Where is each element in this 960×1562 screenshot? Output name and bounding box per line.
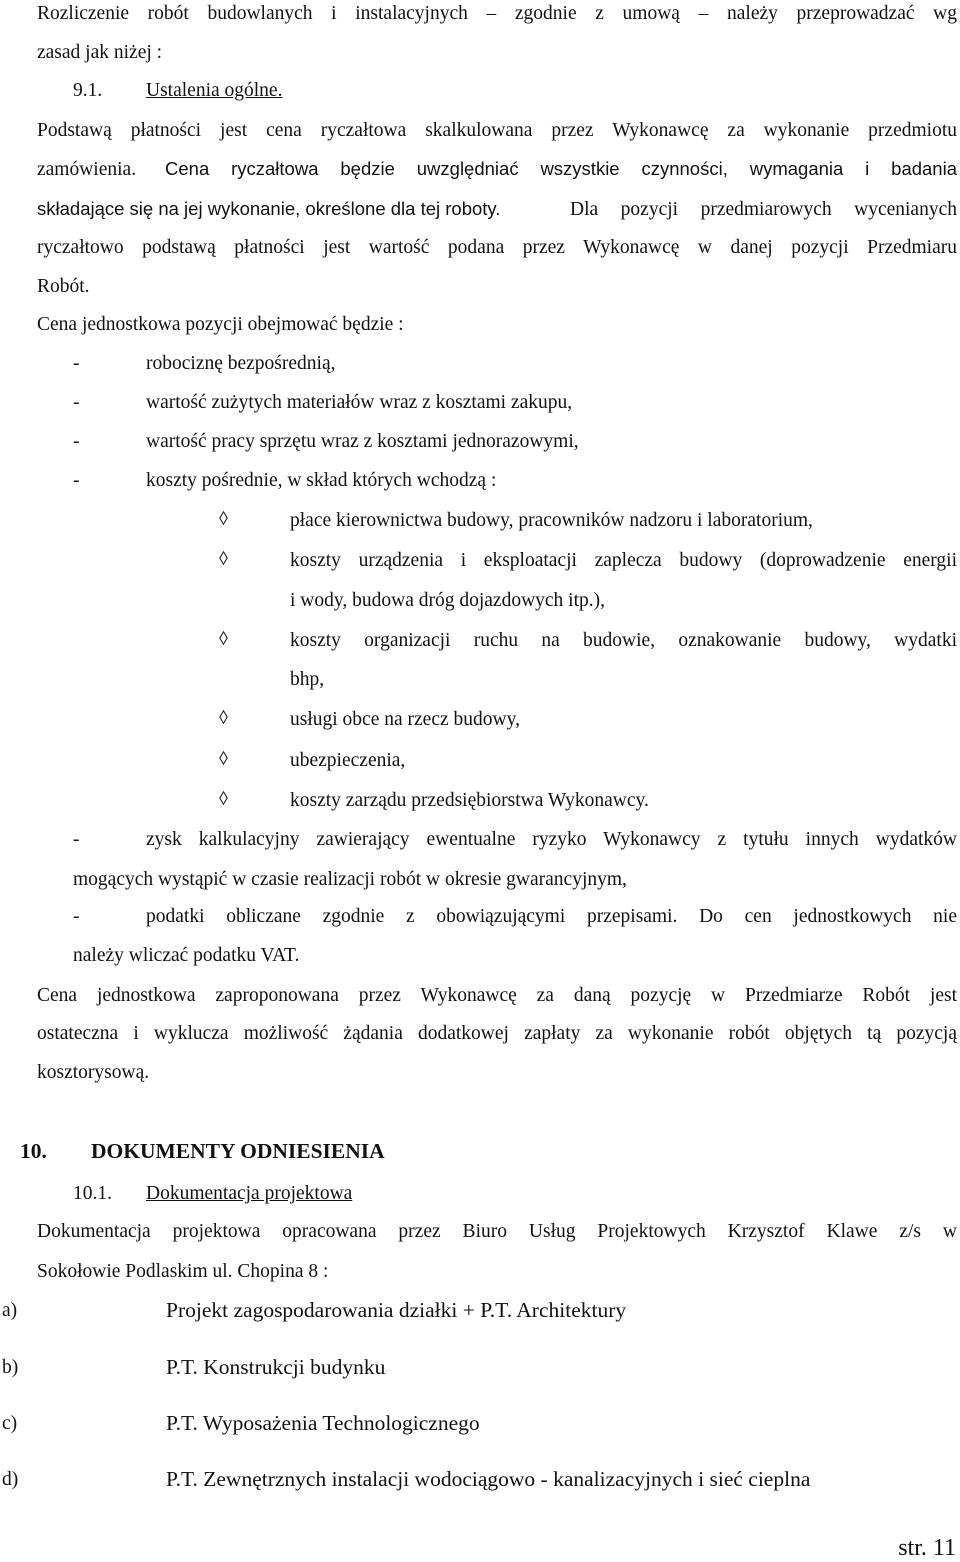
page-number: str. 11 bbox=[898, 1535, 956, 1561]
dash-marker: - bbox=[73, 470, 80, 491]
doc-list-item: P.T. Konstrukcji budynku bbox=[166, 1355, 386, 1379]
sublist-item: koszty urządzenia i eksploatacji zaplecza budowy (doprowadzenie energii bbox=[290, 550, 957, 571]
diamond-bullet-icon bbox=[219, 551, 228, 565]
intro-line-1: Rozliczenie robót budowlanych i instalacyjnych – zgodnie z umową – należy przeprowadzać wg bbox=[37, 3, 957, 24]
sublist-item-continued: bhp, bbox=[290, 669, 325, 690]
dash-marker: - bbox=[73, 392, 80, 413]
doc-list-letter: d) bbox=[2, 1469, 19, 1490]
sublist-item: płace kierownictwa budowy, pracowników nadzoru i laboratorium, bbox=[290, 510, 813, 531]
p1-line-2a: zamówienia. bbox=[37, 159, 137, 180]
dash-marker: - bbox=[73, 906, 80, 927]
list-item: wartość zużytych materiałów wraz z kosztami zakupu, bbox=[146, 392, 573, 413]
list-item: zysk kalkulacyjny zawierający ewentualne ryzyko Wykonawcy z tytułu innych wydatków bbox=[146, 829, 957, 850]
section-10-1-number: 10.1. bbox=[73, 1183, 112, 1204]
list-item: podatki obliczane zgodnie z obowiązującymi przepisami. Do cen jednostkowych nie bbox=[146, 906, 957, 927]
diamond-bullet-icon bbox=[219, 710, 228, 724]
sublist-item: koszty zarządu przedsiębiorstwa Wykonawcy. bbox=[290, 790, 649, 811]
intro-line-2: zasad jak niżej : bbox=[37, 42, 163, 63]
p1-line-3b: Dla pozycji przedmiarowych wycenianych bbox=[570, 199, 957, 220]
diamond-bullet-icon bbox=[219, 511, 228, 525]
sublist-item: ubezpieczenia, bbox=[290, 750, 406, 771]
doc-list-item: Projekt zagospodarowania działki + P.T. Architektury bbox=[166, 1298, 627, 1322]
list-item: wartość pracy sprzętu wraz z kosztami jednorazowymi, bbox=[146, 431, 579, 452]
p3-line-1: Cena jednostkowa zaproponowana przez Wykonawcę za daną pozycję w Przedmiarze Robót jest bbox=[37, 985, 957, 1006]
diamond-bullet-icon bbox=[219, 631, 228, 645]
sublist-item: koszty organizacji ruchu na budowie, oznakowanie budowy, wydatki bbox=[290, 630, 957, 651]
section-9-1-title: Ustalenia ogólne. bbox=[146, 80, 283, 101]
p1-line-4: ryczałtowo podstawą płatności jest wartość podana przez Wykonawcę w danej pozycji Przedmiaru bbox=[37, 237, 957, 258]
p1-line-3a: składające się na jej wykonanie, określone dla tej roboty. bbox=[37, 198, 501, 219]
doc-list-item: P.T. Zewnętrznych instalacji wodociągowo - kanalizacyjnych i sieć cieplna bbox=[166, 1467, 811, 1491]
doc-list-letter: b) bbox=[2, 1357, 19, 1378]
section-10-number: 10. bbox=[20, 1139, 47, 1163]
list-item: robociznę bezpośrednią, bbox=[146, 353, 336, 374]
section-10-heading: DOKUMENTY ODNIESIENIA bbox=[91, 1139, 385, 1163]
section-9-1-number: 9.1. bbox=[73, 80, 103, 101]
p1-line-1: Podstawą płatności jest cena ryczałtowa skalkulowana przez Wykonawcę za wykonanie przedmiotu bbox=[37, 120, 957, 141]
p3-line-2: ostateczna i wyklucza możliwość żądania dodatkowej zapłaty za wykonanie robót objętych tą pozycją bbox=[37, 1023, 957, 1044]
doc-list-letter: c) bbox=[2, 1413, 18, 1434]
list-item-continued: należy wliczać podatku VAT. bbox=[73, 945, 300, 966]
p4-line-1: Dokumentacja projektowa opracowana przez Biuro Usług Projektowych Krzysztof Klawe z/s w bbox=[37, 1221, 957, 1242]
list-item-continued: mogących wystąpić w czasie realizacji robót w okresie gwarancyjnym, bbox=[73, 869, 627, 890]
p2-line-1: Cena jednostkowa pozycji obejmować będzie : bbox=[37, 314, 404, 335]
dash-marker: - bbox=[73, 829, 80, 850]
sublist-item-continued: i wody, budowa dróg dojazdowych itp.), bbox=[290, 590, 606, 611]
diamond-bullet-icon bbox=[219, 791, 228, 805]
list-item: koszty pośrednie, w skład których wchodzą : bbox=[146, 470, 497, 491]
p1-line-5: Robót. bbox=[37, 276, 90, 297]
p3-line-3: kosztorysową. bbox=[37, 1062, 150, 1083]
section-10-1-title: Dokumentacja projektowa bbox=[146, 1183, 353, 1204]
dash-marker: - bbox=[73, 431, 80, 452]
doc-list-item: P.T. Wyposażenia Technologicznego bbox=[166, 1411, 480, 1435]
doc-list-letter: a) bbox=[2, 1300, 18, 1321]
p1-line-2b: Cena ryczałtowa będzie uwzględniać wszystkie czynności, wymagania i badania bbox=[165, 158, 957, 179]
diamond-bullet-icon bbox=[219, 751, 228, 765]
dash-marker: - bbox=[73, 353, 80, 374]
p4-line-2: Sokołowie Podlaskim ul. Chopina 8 : bbox=[37, 1261, 329, 1282]
sublist-item: usługi obce na rzecz budowy, bbox=[290, 709, 520, 730]
